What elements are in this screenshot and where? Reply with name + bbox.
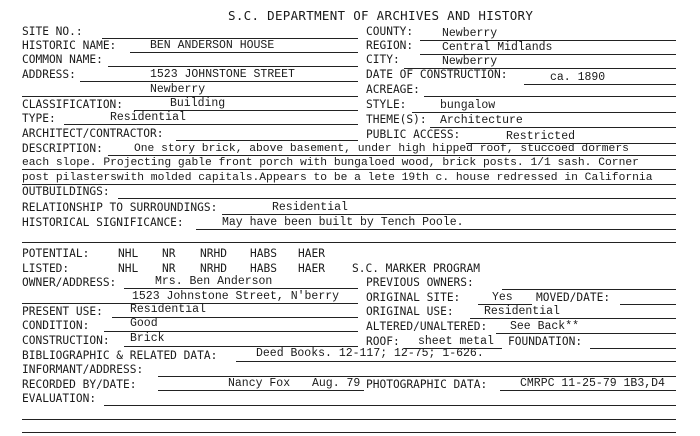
previous-owners-label: PREVIOUS OWNERS: <box>366 276 474 289</box>
description-line-b <box>22 169 676 170</box>
theme-value: Architecture <box>440 114 523 127</box>
present-use-label: PRESENT USE: <box>22 305 103 318</box>
form-title: S.C. DEPARTMENT OF ARCHIVES AND HISTORY <box>228 8 534 23</box>
moved-label: MOVED/DATE: <box>536 291 611 304</box>
date-value: ca. 1890 <box>550 71 606 84</box>
description-line1: One story brick, above basement, under high hipped roof, stuccoed dormers <box>134 143 629 155</box>
evaluation-line <box>104 405 676 406</box>
roof-value: sheet metal <box>418 335 494 348</box>
historic-name-line <box>130 52 358 53</box>
outbuildings-line <box>118 198 676 199</box>
description-line3: post pilasterswith molded capitals.Appears to be a lete 19th c. house redressed in California <box>22 172 653 184</box>
potential-habs: HABS <box>250 247 277 260</box>
recorded-label: RECORDED BY/DATE: <box>22 378 137 391</box>
listed-nrhd: NRHD <box>200 262 227 275</box>
potential-haer: HAER <box>298 247 325 260</box>
evaluation-line-2 <box>22 419 676 420</box>
relationship-value: Residential <box>272 201 348 214</box>
listed-nhl: NHL <box>118 262 139 275</box>
altered-label: ALTERED/UNALTERED: <box>366 320 488 333</box>
potential-nrhd: NRHD <box>200 247 227 260</box>
acreage-label: ACREAGE: <box>366 83 420 96</box>
region-value: Central Midlands <box>442 41 553 54</box>
condition-label: CONDITION: <box>22 319 90 332</box>
theme-label: THEME(S): <box>366 113 427 126</box>
historic-name-value: BEN ANDERSON HOUSE <box>150 39 275 52</box>
owner-name: Mrs. Ben Anderson <box>155 275 273 288</box>
potential-nhl: NHL <box>118 247 139 260</box>
marker-program: S.C. MARKER PROGRAM <box>352 262 480 275</box>
original-site-label: ORIGINAL SITE: <box>366 291 461 304</box>
description-label: DESCRIPTION: <box>22 142 103 155</box>
altered-value: See Back** <box>510 320 580 333</box>
architect-label: ARCHITECT/CONTRACTOR: <box>22 127 164 140</box>
condition-value: Good <box>130 317 158 330</box>
present-use-value: Residential <box>130 303 206 316</box>
significance-value: May have been built by Tench Poole. <box>222 216 464 229</box>
recorded-date: Aug. 79 <box>312 377 361 390</box>
common-name-label: COMMON NAME: <box>22 53 103 66</box>
significance-line <box>196 229 676 230</box>
recorded-line <box>158 390 364 391</box>
region-label: REGION: <box>366 39 414 52</box>
listed-label: LISTED: <box>22 262 70 275</box>
county-value: Newberry <box>442 27 498 40</box>
architect-line <box>176 140 358 141</box>
classification-value: Building <box>170 97 226 110</box>
recorded-name: Nancy Fox <box>228 377 291 390</box>
owner-line <box>124 288 358 289</box>
roof-label: ROOF: <box>366 335 400 348</box>
evaluation-label: EVALUATION: <box>22 392 97 405</box>
description-line-a <box>108 155 676 156</box>
date-line <box>524 84 676 85</box>
city-value: Newberry <box>442 55 498 68</box>
owner-address: 1523 Johnstone Street, N'berry <box>132 290 340 303</box>
foundation-line <box>590 348 676 349</box>
address-line <box>80 81 358 82</box>
photo-label: PHOTOGRAPHIC DATA: <box>366 378 488 391</box>
listed-nr: NR <box>162 262 176 275</box>
county-label: COUNTY: <box>366 25 414 38</box>
address-line1: 1523 JOHNSTONE STREET <box>150 68 295 81</box>
original-use-line <box>470 318 676 319</box>
common-name-line <box>108 66 358 67</box>
original-site-value: Yes <box>492 291 513 304</box>
significance-line-2 <box>22 242 676 243</box>
photo-value: CMRPC 11-25-79 1B3,D4 <box>520 377 665 390</box>
address-line2: Newberry <box>150 83 206 96</box>
potential-label: POTENTIAL: <box>22 247 90 260</box>
style-value: bungalow <box>440 99 496 112</box>
construction-value: Brick <box>130 332 165 345</box>
listed-haer: HAER <box>298 262 325 275</box>
date-label: DATE OF CONSTRUCTION: <box>366 68 508 81</box>
historic-name-label: HISTORIC NAME: <box>22 39 117 52</box>
original-use-label: ORIGINAL USE: <box>366 305 454 318</box>
style-line <box>412 112 676 113</box>
foundation-label: FOUNDATION: <box>508 335 583 348</box>
bibliography-label: BIBLIOGRAPHIC & RELATED DATA: <box>22 349 218 362</box>
potential-nr: NR <box>162 247 176 260</box>
significance-label: HISTORICAL SIGNIFICANCE: <box>22 216 184 229</box>
original-use-value: Residential <box>484 305 560 318</box>
type-line <box>64 124 358 125</box>
construction-label: CONSTRUCTION: <box>22 334 110 347</box>
public-access-value: Restricted <box>506 130 576 143</box>
bibliography-line <box>236 361 676 362</box>
outbuildings-label: OUTBUILDINGS: <box>22 185 110 198</box>
owner-label: OWNER/ADDRESS: <box>22 276 117 289</box>
description-line-c <box>22 184 676 185</box>
public-access-label: PUBLIC ACCESS: <box>366 128 461 141</box>
moved-line <box>620 304 676 305</box>
previous-owners-line <box>502 289 676 290</box>
altered-line <box>496 333 676 334</box>
description-line2: each slope. Projecting gable front porch with bungaloed wood, brick posts. 1/1 sash. Corner <box>22 157 639 169</box>
bibliography-value: Deed Books. 12-117; 12-75; 1-626. <box>256 347 484 360</box>
relationship-line <box>222 214 676 215</box>
listed-habs: HABS <box>250 262 277 275</box>
address-label: ADDRESS: <box>22 68 76 81</box>
informant-label: INFORMANT/ADDRESS: <box>22 363 144 376</box>
acreage-line <box>424 96 676 97</box>
type-value: Residential <box>110 111 186 124</box>
photo-line <box>500 390 676 391</box>
relationship-label: RELATIONSHIP TO SURROUNDINGS: <box>22 201 218 214</box>
type-label: TYPE: <box>22 112 56 125</box>
style-label: STYLE: <box>366 98 407 111</box>
evaluation-line-3 <box>22 432 676 433</box>
city-label: CITY: <box>366 53 400 66</box>
classification-label: CLASSIFICATION: <box>22 98 124 111</box>
theme-line <box>430 127 676 128</box>
site-no-label: SITE NO.: <box>22 25 83 38</box>
